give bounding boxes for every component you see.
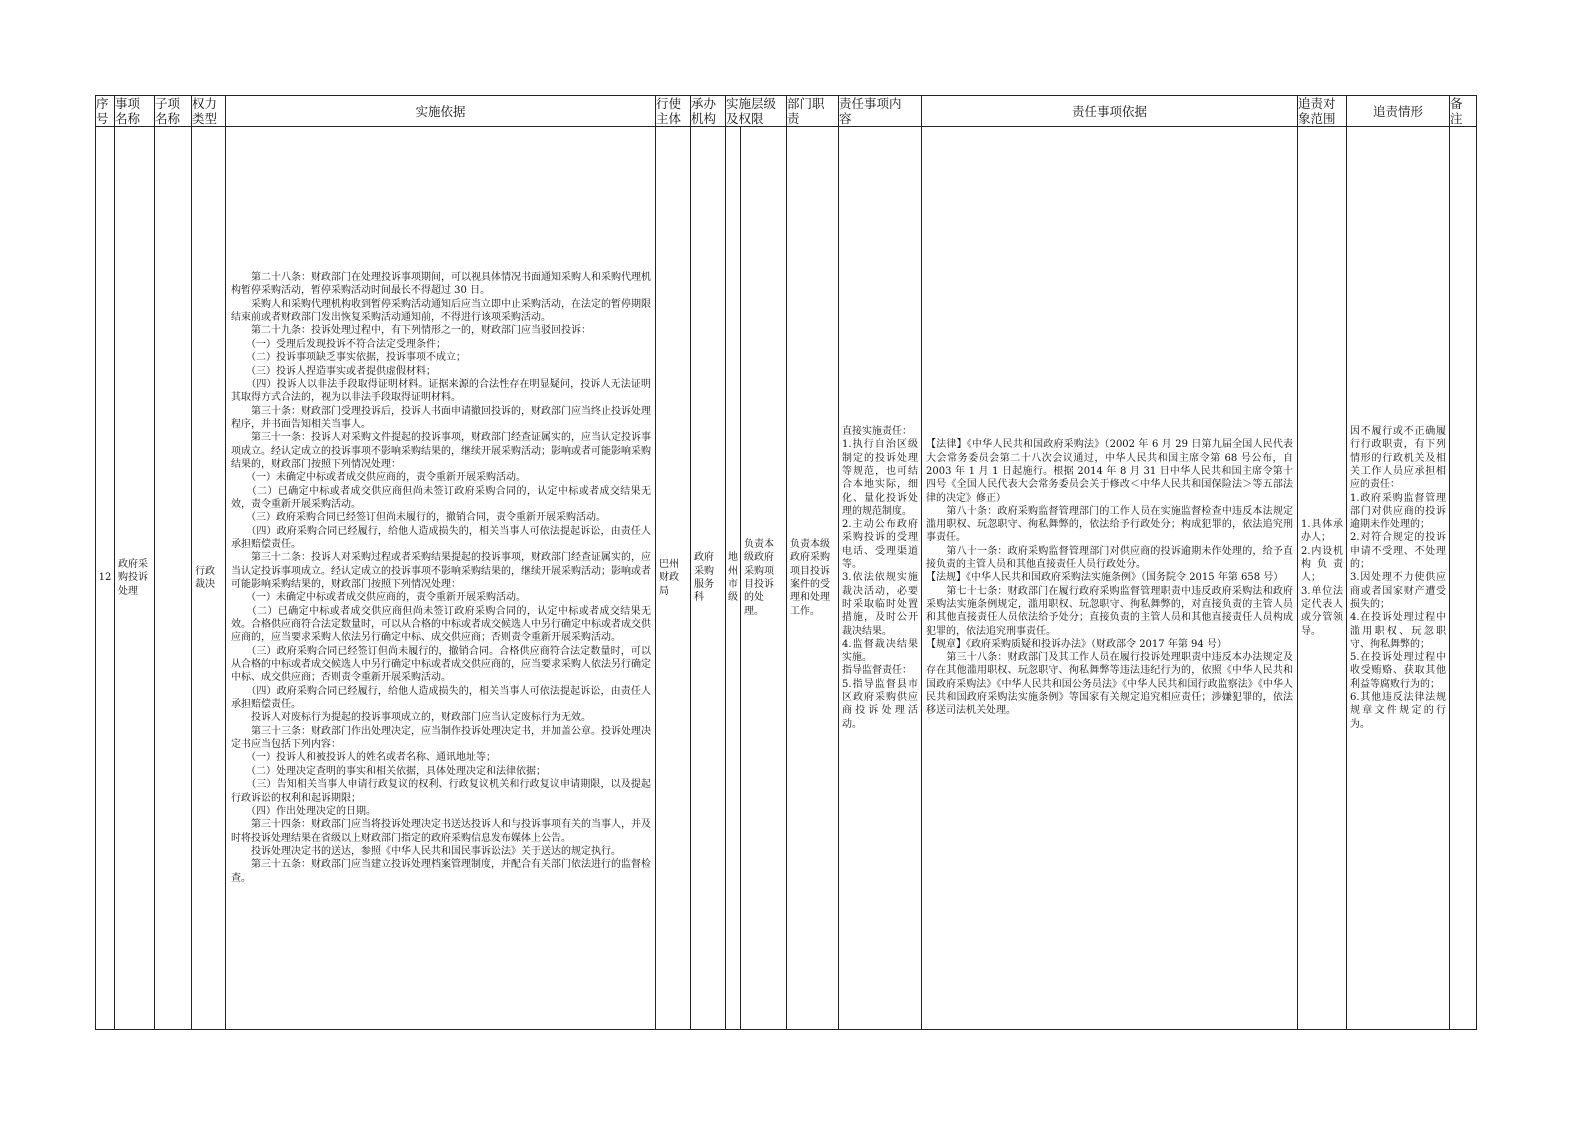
resp-basis-paragraph: 【法规】《中华人民共和国政府采购法实施条例》（国务院令 2015 年第 658 号） bbox=[926, 572, 1284, 584]
basis-paragraph: （二）已确定中标或者成交供应商但尚未签订政府采购合同的，认定中标或者成交结果无效，责令重新开展采购活动。 bbox=[231, 485, 651, 510]
resp-content-item: 1.执行自治区级制定的投诉处理等规范，也可结合本地实际，细化、量化投诉处理的规范制度。 bbox=[842, 439, 919, 517]
header-account-cases: 追责情形 bbox=[1347, 96, 1450, 127]
basis-paragraph: （二）已确定中标或者成交供应商但尚未签订政府采购合同的，认定中标或者成交结果无效。合格供应商符合法定数量时，可以从合格的中标或者成交候选人中另行确定中标或者成交供应商的，应当要求采购人依法另行确定中标、成交供应商；否则责令重新开展采购活动。 bbox=[231, 605, 651, 644]
resp-content-text bbox=[842, 425, 918, 731]
header-power-type: 权力 类型 bbox=[192, 96, 226, 127]
resp-basis-paragraph: 第八十一条：政府采购监督管理部门对供应商的投诉逾期未作处理的，给予直接负责的主管人员和其他直接责任人员行政处分。 bbox=[926, 545, 1294, 571]
basis-paragraph: （四）作出处理决定的日期。 bbox=[231, 805, 376, 817]
header-resp-basis: 责任事项依据 bbox=[922, 96, 1298, 127]
account-case-item: 1.政府采购监督管理部门对供应商的投诉逾期未作处理的； bbox=[1350, 492, 1447, 531]
resp-basis-paragraph: 第八十条：政府采购监督管理部门的工作人员在实施监督检查中违反本法规定滥用职权、玩忽职守、徇私舞弊的，依法给予行政处分；构成犯罪的，依法追究刑事责任。 bbox=[926, 505, 1294, 544]
header-subject: 行使 主体 bbox=[656, 96, 691, 127]
basis-paragraph: （三）政府采购合同已经签订但尚未履行的，撤销合同，责令重新开展采购活动。 bbox=[231, 512, 606, 524]
basis-paragraph: （四）政府采购合同已经履行，给他人造成损失的，相关当事人可依法提起诉讼，由责任人承担赔偿责任。 bbox=[231, 685, 651, 711]
header-resp-content: 责任事项内 容 bbox=[839, 96, 922, 127]
cell-sub-name bbox=[155, 127, 192, 1030]
basis-paragraph: （一）投诉人和被投诉人的姓名或者名称、通讯地址等； bbox=[231, 752, 496, 764]
basis-paragraph: （三）投诉人捏造事实或者提供虚假材料； bbox=[231, 365, 436, 377]
cell-seq: 12 bbox=[96, 127, 115, 1030]
basis-paragraph: 第三十条：财政部门受理投诉后，投诉人书面申请撤回投诉的，财政部门应当终止投诉处理程序，并书面告知相关当事人。 bbox=[231, 405, 651, 430]
cell-resp-content bbox=[839, 127, 922, 1030]
header-item-name: 事项 名称 bbox=[115, 96, 155, 127]
cell-undertaker: 政府采购服务科 bbox=[691, 127, 726, 1030]
basis-paragraph: 投诉处理决定书的送达，参照《中华人民共和国民事诉讼法》关于送达的规定执行。 bbox=[231, 845, 621, 857]
header-account-scope: 追责对 象范围 bbox=[1298, 96, 1347, 127]
header-duty: 部门职 责 bbox=[787, 96, 839, 127]
basis-paragraph: （一）未确定中标或者成交供应商的，责令重新开展采购活动。 bbox=[231, 472, 526, 484]
basis-paragraph: （四）投诉人以非法手段取得证明材料。证据来源的合法性存在明显疑问，投诉人无法证明其取得方式合法的，视为以非法手段取得证明材料。 bbox=[231, 378, 651, 404]
cell-level-a: 地州市级 bbox=[726, 127, 741, 1030]
header-undertaker: 承办 机构 bbox=[691, 96, 726, 127]
basis-paragraph: 第三十三条：财政部门作出处理决定，应当制作投诉处理决定书，并加盖公章。投诉处理决定书应当包括下列内容： bbox=[231, 725, 651, 751]
account-case-item: 3.因处理不力使供应商或者国家财产遭受损失的； bbox=[1350, 572, 1447, 610]
resp-content-item: 3.依法依规实施裁决活动，必要时采取临时处置措施，及时公开裁决结果。 bbox=[842, 572, 919, 637]
account-scope-text bbox=[1301, 518, 1343, 638]
resp-content-item: 指导监督责任： bbox=[842, 665, 913, 677]
basis-text bbox=[231, 271, 651, 885]
cell-power-type: 行政裁决 bbox=[192, 127, 226, 1030]
basis-paragraph: （三）告知相关当事人申请行政复议的权利、行政复议机关和行政复议申请期限，以及提起行政诉讼的权利和起诉期限； bbox=[231, 779, 651, 804]
header-basis: 实施依据 bbox=[226, 96, 656, 127]
basis-paragraph: （一）未确定中标或者成交供应商的，责令重新开展采购活动。 bbox=[231, 592, 526, 604]
resp-content-item: 2.主动公布政府采购投诉的受理电话、受理渠道等。 bbox=[842, 519, 919, 571]
header-sub-name: 子项 名称 bbox=[155, 96, 192, 127]
basis-paragraph: 第三十一条：投诉人对采购文件提起的投诉事项，财政部门经查证属实的，应当认定投诉事项成立。经认定成立的投诉事项不影响采购结果的，继续开展采购活动；影响或者可能影响采购结果的，财政部门按照下列情况处理： bbox=[231, 432, 651, 470]
header-level: 实施层级 及权限 bbox=[726, 96, 787, 127]
basis-paragraph: （三）政府采购合同已经签订但尚未履行的，撤销合同。合格供应商符合法定数量时，可以从合格的中标或者成交候选人中另行确定中标或者成交供应商的，应当要求采购人依法另行确定中标、成交供应商；否则责令重新开展采购活动。 bbox=[231, 645, 651, 684]
cell-account-scope bbox=[1298, 127, 1347, 1030]
cell-duty: 负责本级政府采购项目投诉案件的受理和处理工作。 bbox=[787, 127, 839, 1030]
header-seq: 序 号 bbox=[96, 96, 115, 127]
table-row bbox=[96, 127, 1477, 1030]
account-cases-text bbox=[1350, 425, 1446, 731]
basis-paragraph: 第三十二条：投诉人对采购过程或者采购结果提起的投诉事项，财政部门经查证属实的，应当认定投诉事项成立。经认定成立的投诉事项不影响采购结果的，继续开展采购活动；影响或者可能影响采购结果的，财政部门按照下列情况处理： bbox=[231, 552, 651, 590]
cell-account-cases bbox=[1347, 127, 1450, 1030]
account-scope-item: 3.单位法定代表人或分管领导。 bbox=[1301, 585, 1344, 637]
resp-basis-paragraph: 第七十七条：财政部门在履行政府采购监督管理职责中违反政府采购法和政府采购法实施条例规定，滥用职权、玩忽职守、徇私舞弊的，对直接负责的主管人员和其他直接责任人员依法给予处分；直接负责的主管人员和其他直接责任人员构成犯罪的，依法追究刑事责任。 bbox=[926, 585, 1294, 637]
cell-level-b: 负责本级政府采购项目投诉的处理。 bbox=[741, 127, 787, 1030]
resp-basis-paragraph: 【规章】《政府采购质疑和投诉办法》（财政部令 2017 年第 94 号） bbox=[926, 638, 1227, 650]
header-row bbox=[96, 96, 1477, 127]
cell-remark bbox=[1450, 127, 1477, 1030]
resp-basis-paragraph: 第三十八条：财政部门及其工作人员在履行投诉处理职责中违反本办法规定及存在其他滥用职权、玩忽职守、徇私舞弊等违法违纪行为的，依照《中华人民共和国政府采购法》《中华人民共和国公务员法》《中华人民共和国行政监察法》《中华人民共和国政府采购法实施条例》等国家有关规定追究相应责任；涉嫌犯罪的，依法移送司法机关处理。 bbox=[926, 652, 1294, 717]
basis-paragraph: （二）投诉事项缺乏事实依据，投诉事项不成立； bbox=[231, 352, 466, 364]
basis-paragraph: 第三十五条：财政部门应当建立投诉处理档案管理制度，并配合有关部门依法进行的监督检查。 bbox=[231, 859, 651, 884]
account-case-item: 4.在投诉处理过程中滥用职权、玩忽职守、徇私舞弊的； bbox=[1350, 612, 1447, 650]
basis-paragraph: （一）受理后发现投诉不符合法定受理条件； bbox=[231, 338, 446, 350]
basis-paragraph: 第三十四条：财政部门应当将投诉处理决定书送达投诉人和与投诉事项有关的当事人，并及时将投诉处理结果在省级以上财政部门指定的政府采购信息发布媒体上公告。 bbox=[231, 819, 651, 844]
resp-content-item: 4.监督裁决结果实施。 bbox=[842, 638, 919, 664]
resp-basis-text bbox=[926, 438, 1297, 717]
resp-content-item: 5.指导监督县市区政府采购供应商投诉处理活动。 bbox=[842, 678, 919, 730]
account-case-item: 6.其他违反法律法规规章文件规定的行为。 bbox=[1350, 692, 1447, 730]
cell-subject: 巴州财政局 bbox=[656, 127, 691, 1030]
account-scope-item: 2.内设机构负责人； bbox=[1301, 545, 1344, 584]
basis-paragraph: 采购人和采购代理机构收到暂停采购活动通知后应当立即中止采购活动，在法定的暂停期限结束前或者财政部门发出恢复采购活动通知前，不得进行该项采购活动。 bbox=[231, 298, 651, 324]
cell-basis bbox=[226, 127, 656, 1030]
cell-item-name: 政府采购投诉处理 bbox=[115, 127, 155, 1030]
account-case-item: 2.对符合规定的投诉申请不受理、不处理的； bbox=[1350, 532, 1447, 571]
resp-basis-paragraph: 【法律】《中华人民共和国政府采购法》（2002 年 6 月 29 日第九届全国人民代表大会常务委员会第二十八次会议通过，中华人民共和国主席令第 68 号公布，自 2003 年 1 月 1 日起施行。根据 2014 年 8 月 31 日中华人民共和国主席令第十四号《全国人民代表大会常务委员会关于修改＜中华人民共和国保险法＞等五部法律的决定》修正） bbox=[926, 439, 1297, 504]
account-scope-item: 1.具体承办人； bbox=[1301, 519, 1344, 544]
basis-paragraph: （二）处理决定查明的事实和相关依据，具体处理决定和法律依据； bbox=[231, 765, 546, 777]
header-remark: 备 注 bbox=[1450, 96, 1477, 127]
resp-content-item: 直接实施责任： bbox=[842, 426, 913, 438]
cell-resp-basis bbox=[922, 127, 1298, 1030]
power-list-table bbox=[95, 95, 1477, 1030]
account-case-item: 因不履行或不正确履行行政职责，有下列情形的行政机关及相关工作人员应承担相应的责任： bbox=[1350, 426, 1447, 491]
basis-paragraph: 第二十九条：投诉处理过程中，有下列情形之一的，财政部门应当驳回投诉： bbox=[231, 325, 591, 337]
basis-paragraph: 投诉人对废标行为提起的投诉事项成立的，财政部门应当认定废标行为无效。 bbox=[231, 712, 591, 724]
account-case-item: 5.在投诉处理过程中收受贿赂、获取其他利益等腐败行为的； bbox=[1350, 652, 1447, 690]
basis-paragraph: （四）政府采购合同已经履行，给他人造成损失的，相关当事人可依法提起诉讼，由责任人承担赔偿责任。 bbox=[231, 525, 651, 550]
basis-paragraph: 第二十八条：财政部门在处理投诉事项期间，可以视具体情况书面通知采购人和采购代理机构暂停采购活动，暂停采购活动时间最长不得超过 30 日。 bbox=[231, 272, 651, 297]
